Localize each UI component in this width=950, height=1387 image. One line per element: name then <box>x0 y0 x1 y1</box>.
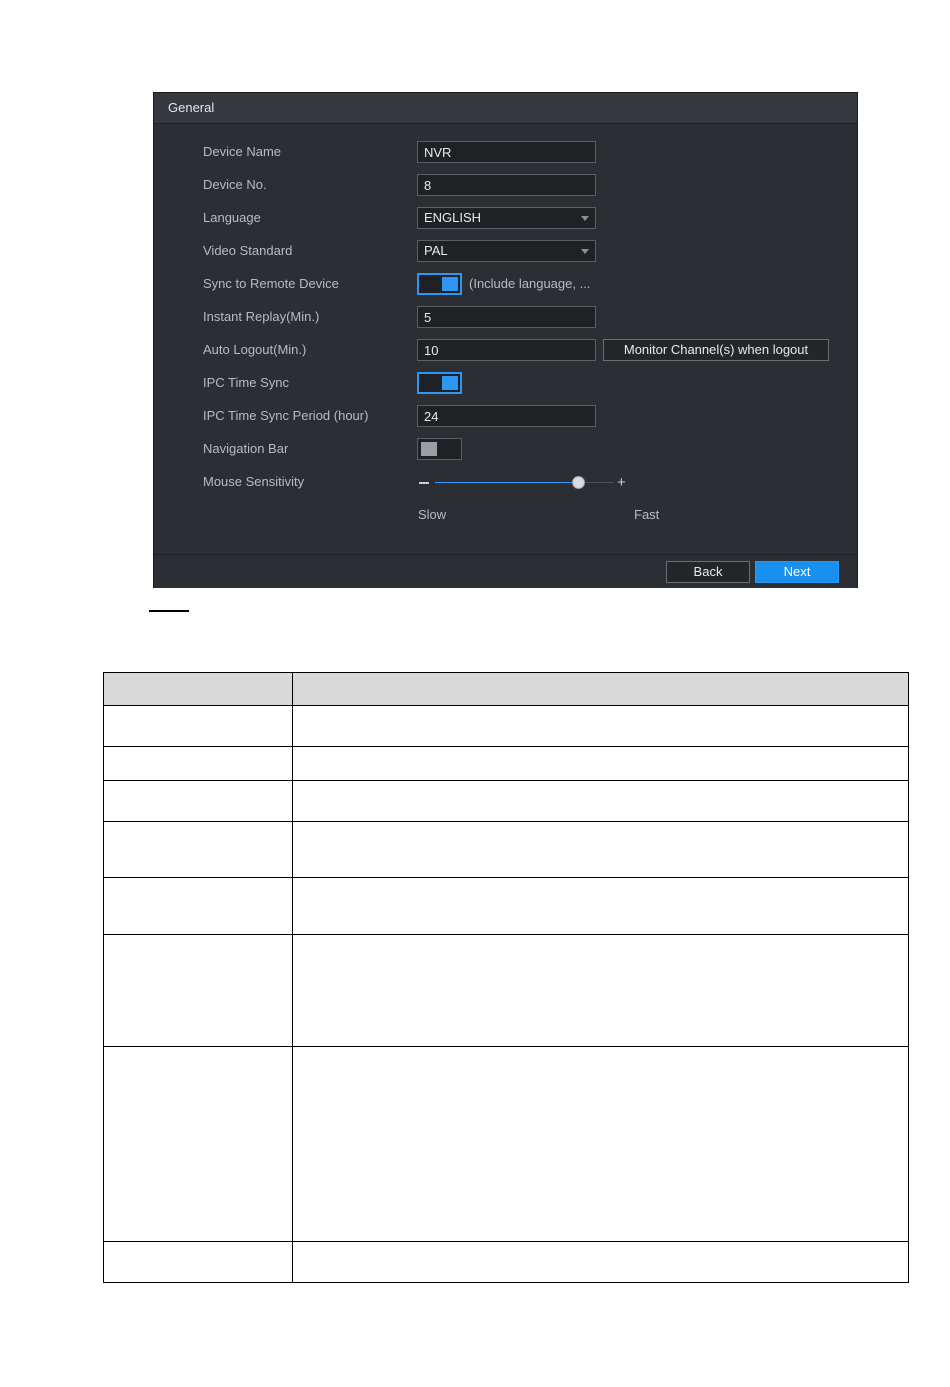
ipc-time-sync-toggle[interactable] <box>417 372 462 394</box>
table-row <box>104 935 909 1047</box>
back-button[interactable]: Back <box>666 561 750 583</box>
table-cell <box>104 781 293 822</box>
auto-logout-input[interactable] <box>417 339 596 361</box>
toggle-knob <box>421 442 437 456</box>
parameter-table <box>103 672 909 1283</box>
panel-header <box>154 93 857 124</box>
slider-slow-label: Slow <box>418 507 447 522</box>
device-no-label: Device No. <box>203 177 267 192</box>
auto-logout-label: Auto Logout(Min.) <box>203 342 307 357</box>
slider-handle[interactable] <box>572 476 585 489</box>
table-header-row <box>104 673 909 706</box>
table-header-cell <box>293 673 909 706</box>
device-name-label: Device Name <box>203 144 282 159</box>
slider-fast-label: Fast <box>634 507 660 522</box>
minus-icon[interactable] <box>419 482 429 484</box>
table-row <box>104 1047 909 1242</box>
navigation-bar-label: Navigation Bar <box>203 441 289 456</box>
sync-remote-toggle[interactable] <box>417 273 462 295</box>
table-header-cell <box>104 673 293 706</box>
table-row <box>104 781 909 822</box>
mouse-sensitivity-slider[interactable] <box>435 482 614 483</box>
toggle-knob <box>442 277 458 291</box>
instant-replay-input[interactable] <box>417 306 596 328</box>
dropdown-arrow-icon <box>581 216 589 221</box>
sync-remote-note: (Include language, ... <box>469 276 591 291</box>
table-cell <box>293 935 909 1047</box>
device-no-input[interactable] <box>417 174 596 196</box>
table-row <box>104 822 909 878</box>
table-cell <box>104 935 293 1047</box>
panel-footer <box>154 554 857 588</box>
sync-remote-label: Sync to Remote Device <box>203 276 339 291</box>
toggle-knob <box>442 376 458 390</box>
language-value: ENGLISH <box>424 210 482 225</box>
table-cell <box>293 822 909 878</box>
table-cell <box>104 1047 293 1242</box>
table-cell <box>293 1047 909 1242</box>
table-cell <box>104 878 293 935</box>
general-settings-panel <box>153 92 858 588</box>
table-cell <box>104 747 293 781</box>
dropdown-arrow-icon <box>581 249 589 254</box>
mouse-sensitivity-label: Mouse Sensitivity <box>203 474 305 489</box>
table-cell <box>293 781 909 822</box>
table-row <box>104 878 909 935</box>
table-cell <box>104 706 293 747</box>
table-cell <box>104 822 293 878</box>
table-row <box>104 1242 909 1283</box>
video-standard-value: PAL <box>424 243 448 258</box>
language-label: Language <box>203 210 261 225</box>
next-button[interactable]: Next <box>755 561 839 583</box>
monitor-channels-button[interactable]: Monitor Channel(s) when logout <box>603 339 829 361</box>
video-standard-label: Video Standard <box>203 243 293 258</box>
table-cell <box>293 878 909 935</box>
table-cell <box>293 706 909 747</box>
table-row <box>104 706 909 747</box>
device-name-input[interactable] <box>417 141 596 163</box>
ipc-time-sync-label: IPC Time Sync <box>203 375 289 390</box>
ipc-sync-period-label: IPC Time Sync Period (hour) <box>203 408 369 423</box>
language-select[interactable] <box>417 207 596 229</box>
slider-fill <box>435 482 578 483</box>
video-standard-select[interactable] <box>417 240 596 262</box>
table-cell <box>293 1242 909 1283</box>
ipc-sync-period-input[interactable] <box>417 405 596 427</box>
plus-icon[interactable]: + <box>617 474 626 491</box>
table-cell <box>293 747 909 781</box>
navigation-bar-toggle[interactable] <box>417 438 462 460</box>
step-marker <box>149 610 189 612</box>
table-cell <box>104 1242 293 1283</box>
panel-title: General <box>168 100 215 115</box>
table-row <box>104 747 909 781</box>
instant-replay-label: Instant Replay(Min.) <box>203 309 320 324</box>
